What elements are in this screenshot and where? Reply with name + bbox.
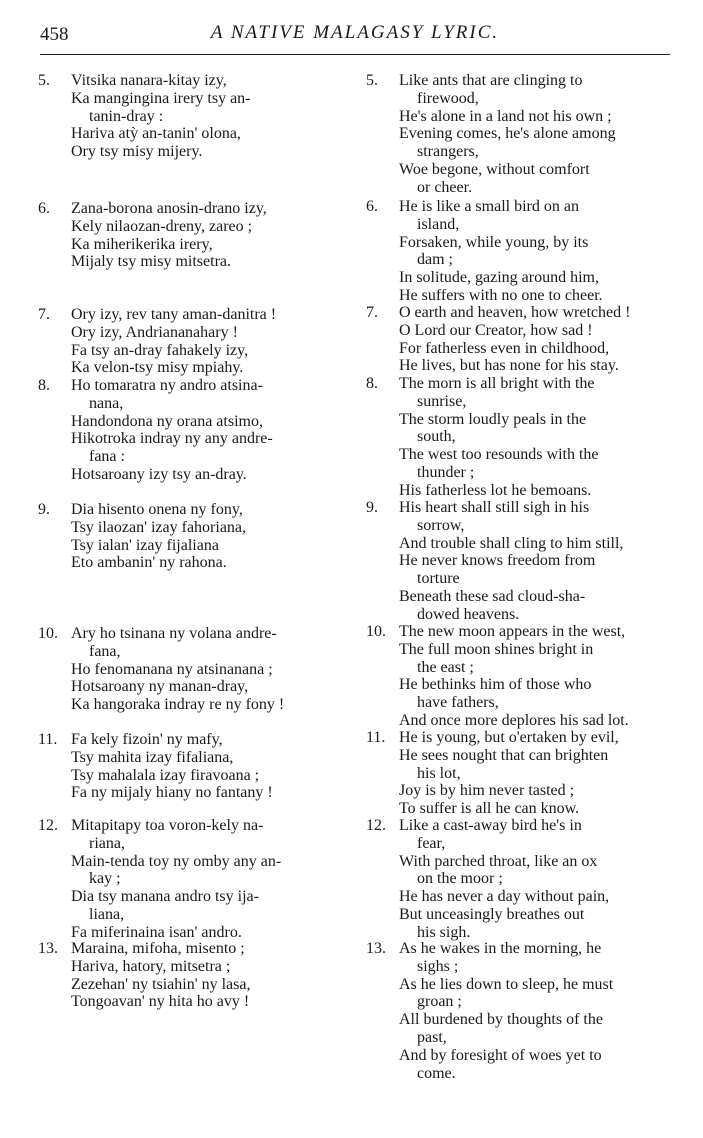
stanza-number: 10.: [38, 625, 58, 642]
stanza-lines: [399, 729, 668, 818]
verse-line: Like a cast-away bird he's in: [399, 817, 582, 834]
verse-line: Joy is by him never tasted ;: [399, 782, 575, 800]
verse-line: Evening comes, he's alone among: [399, 125, 616, 143]
stanza-lines: [71, 940, 344, 1011]
stanza-number: 9.: [38, 501, 50, 518]
verse-line: Ary ho tsinana ny volana andre-: [71, 625, 277, 642]
verse-line: But unceasingly breathes out: [399, 905, 585, 923]
verse-line: Fa tsy an-dray fahakely izy,: [71, 341, 249, 359]
verse-line: Dia tsy manana andro tsy ija-: [71, 888, 259, 906]
verse-line: fana,: [89, 642, 121, 660]
verse-line: With parched throat, like an ox: [399, 852, 598, 870]
stanza-number: 6.: [366, 198, 378, 215]
verse-line: Ory izy, Andriananahary !: [71, 323, 238, 341]
verse-line: firewood,: [417, 89, 479, 107]
verse-line: He has never a day without pain,: [399, 888, 610, 906]
verse-line: past,: [417, 1028, 447, 1046]
stanza-left-10: [38, 625, 344, 714]
stanza-left-9: [38, 501, 344, 572]
stanza-number: 11.: [366, 729, 386, 746]
verse-line: sorrow,: [417, 516, 465, 534]
verse-line: liana,: [89, 905, 125, 923]
verse-line: He lives, but has none for his stay.: [399, 357, 619, 375]
verse-line: Tongoavan' ny hita ho avy !: [71, 993, 250, 1011]
stanza-left-5: [38, 72, 344, 161]
verse-line: Hariva, hatory, mitsetra ;: [71, 957, 231, 975]
verse-line: sunrise,: [417, 392, 467, 410]
stanza-number: 5.: [38, 72, 50, 89]
verse-line: Fa kely fizoin' ny mafy,: [71, 731, 223, 748]
verse-line: He's alone in a land not his own ;: [399, 107, 612, 125]
verse-line: riana,: [89, 834, 125, 852]
verse-line: O earth and heaven, how wretched !: [399, 304, 631, 321]
stanza-left-7: [38, 306, 344, 377]
stanza-right-13: [366, 940, 668, 1082]
stanza-number: 12.: [38, 817, 58, 834]
verse-line: Tsy ilaozan' izay fahoriana,: [71, 518, 247, 536]
stanza-left-12: [38, 817, 344, 942]
stanza-number: 8.: [366, 375, 378, 392]
verse-line: Tsy mahita izay fifaliana,: [71, 748, 234, 766]
verse-line: Handondona ny orana atsimo,: [71, 412, 263, 430]
page-number: 458: [40, 24, 69, 45]
verse-line: Main-tenda toy ny omby any an-: [71, 852, 282, 870]
stanza-number: 7.: [366, 304, 378, 321]
verse-line: Vitsika nanara-kitay izy,: [71, 72, 227, 89]
stanza-number: 13.: [366, 940, 386, 957]
verse-line: Ka miherikerika irery,: [71, 235, 213, 253]
stanza-number: 5.: [366, 72, 378, 89]
stanza-number: 10.: [366, 623, 386, 640]
verse-line: Beneath these sad cloud-sha-: [399, 587, 586, 605]
stanza-number: 6.: [38, 200, 50, 217]
verse-line: The full moon shines bright in: [399, 640, 594, 658]
stanza-lines: [71, 72, 344, 161]
verse-line: Hariva atỳ an-tanin' olona,: [71, 125, 241, 143]
verse-line: kay ;: [89, 870, 121, 888]
verse-line: dam ;: [417, 251, 453, 269]
stanza-right-5: [366, 72, 668, 197]
verse-line: For fatherless even in childhood,: [399, 339, 610, 357]
verse-line: Hotsaroany izy tsy an-dray.: [71, 465, 247, 483]
verse-line: Eto ambanin' ny rahona.: [71, 554, 227, 572]
verse-line: dowed heavens.: [417, 605, 520, 623]
verse-line: The storm loudly peals in the: [399, 410, 587, 428]
verse-line: His fatherless lot he bemoans.: [399, 481, 592, 499]
verse-line: Like ants that are clinging to: [399, 72, 583, 89]
stanza-lines: [399, 499, 668, 624]
verse-line: He bethinks him of those who: [399, 676, 592, 694]
stanza-lines: [399, 198, 668, 305]
verse-line: come.: [417, 1064, 456, 1082]
verse-line: thunder ;: [417, 463, 475, 481]
stanza-lines: [399, 304, 668, 375]
stanza-right-9: [366, 499, 668, 624]
verse-line: He suffers with no one to cheer.: [399, 286, 603, 304]
verse-line: south,: [417, 428, 456, 446]
stanza-number: 13.: [38, 940, 58, 957]
stanza-left-13: [38, 940, 344, 1011]
verse-line: Fa miferinaina isan' andro.: [71, 923, 242, 941]
verse-line: fana :: [89, 448, 125, 466]
verse-line: The new moon appears in the west,: [399, 623, 626, 640]
verse-line: Ho tomaratra ny andro atsina-: [71, 377, 263, 394]
verse-line: his sigh.: [417, 923, 471, 941]
verse-line: Ory izy, rev tany aman-danitra !: [71, 306, 277, 323]
stanza-lines: [71, 377, 344, 484]
verse-line: groan ;: [417, 993, 462, 1011]
stanza-left-6: [38, 200, 344, 271]
stanza-right-12: [366, 817, 668, 942]
running-title: A NATIVE MALAGASY LYRIC.: [210, 22, 500, 43]
verse-line: on the moor ;: [417, 870, 503, 888]
verse-line: Ory tsy misy mijery.: [71, 143, 203, 161]
stanza-right-8: [366, 375, 668, 500]
stanza-lines: [71, 817, 344, 942]
stanza-right-7: [366, 304, 668, 375]
verse-line: Tsy mahalala izay firavoana ;: [71, 766, 260, 784]
stanza-number: 12.: [366, 817, 386, 834]
verse-line: He is young, but o'ertaken by evil,: [399, 729, 619, 746]
verse-line: He never knows freedom from: [399, 552, 596, 570]
stanza-number: 11.: [38, 731, 58, 748]
stanza-number: 8.: [38, 377, 50, 394]
verse-line: or cheer.: [417, 178, 473, 196]
verse-line: To suffer is all he can know.: [399, 800, 580, 818]
verse-line: Zana-borona anosin-drano izy,: [71, 200, 267, 217]
stanza-lines: [71, 200, 344, 271]
verse-line: fear,: [417, 834, 446, 852]
verse-line: torture: [417, 570, 460, 588]
verse-line: Ka mangingina irery tsy an-: [71, 89, 251, 107]
verse-line: tanin-dray :: [89, 107, 164, 125]
stanza-lines: [71, 731, 344, 802]
verse-line: His heart shall still sigh in his: [399, 499, 590, 516]
verse-line: He sees nought that can brighten: [399, 746, 609, 764]
stanza-number: 9.: [366, 499, 378, 516]
verse-line: Maraina, mifoha, misento ;: [71, 940, 245, 957]
verse-line: He is like a small bird on an: [399, 198, 579, 215]
verse-line: And once more deplores his sad lot.: [399, 711, 629, 729]
verse-line: his lot,: [417, 764, 461, 782]
verse-line: Mijaly tsy misy mitsetra.: [71, 253, 231, 271]
verse-line: strangers,: [417, 143, 479, 161]
stanza-left-11: [38, 731, 344, 802]
stanza-lines: [399, 623, 668, 730]
verse-line: Dia hisento onena ny fony,: [71, 501, 243, 518]
verse-line: The west too resounds with the: [399, 446, 599, 464]
verse-line: Forsaken, while young, by its: [399, 233, 589, 251]
stanza-lines: [399, 940, 668, 1082]
stanza-lines: [71, 306, 344, 377]
verse-line: Mitapitapy toa voron-kely na-: [71, 817, 264, 834]
verse-line: have fathers,: [417, 694, 499, 712]
verse-line: Fa ny mijaly hiany no fantany !: [71, 784, 273, 802]
verse-line: Kely nilaozan-dreny, zareo ;: [71, 217, 253, 235]
verse-line: Hotsaroany ny manan-dray,: [71, 678, 249, 696]
verse-line: Tsy ialan' izay fijaliana: [71, 536, 219, 554]
stanza-lines: [399, 817, 668, 942]
verse-line: And trouble shall cling to him still,: [399, 534, 624, 552]
verse-line: the east ;: [417, 658, 474, 676]
verse-line: island,: [417, 215, 460, 233]
verse-line: nana,: [89, 394, 124, 412]
stanza-lines: [71, 625, 344, 714]
stanza-lines: [71, 501, 344, 572]
verse-line: Ka hangoraka indray re ny fony !: [71, 696, 285, 714]
verse-line: And by foresight of woes yet to: [399, 1046, 602, 1064]
verse-line: Zezehan' ny tsiahin' ny lasa,: [71, 975, 251, 993]
verse-line: Ka velon-tsy misy mpiahy.: [71, 359, 244, 377]
stanza-right-6: [366, 198, 668, 305]
stanza-lines: [399, 375, 668, 500]
verse-line: All burdened by thoughts of the: [399, 1011, 603, 1029]
stanza-number: 7.: [38, 306, 50, 323]
verse-line: In solitude, gazing around him,: [399, 269, 599, 287]
verse-line: As he wakes in the morning, he: [399, 940, 602, 957]
page-header: [40, 20, 670, 60]
verse-line: Hikotroka indray ny any andre-: [71, 430, 273, 448]
stanza-right-10: [366, 623, 668, 730]
stanza-left-8: [38, 377, 344, 484]
verse-line: Ho fenomanana ny atsinanana ;: [71, 660, 273, 678]
verse-line: O Lord our Creator, how sad !: [399, 321, 593, 339]
stanza-lines: [399, 72, 668, 197]
verse-line: As he lies down to sleep, he must: [399, 975, 614, 993]
verse-line: The morn is all bright with the: [399, 375, 595, 392]
header-rule: [40, 54, 670, 55]
stanza-right-11: [366, 729, 668, 818]
verse-line: sighs ;: [417, 957, 459, 975]
verse-line: Woe begone, without comfort: [399, 160, 590, 178]
